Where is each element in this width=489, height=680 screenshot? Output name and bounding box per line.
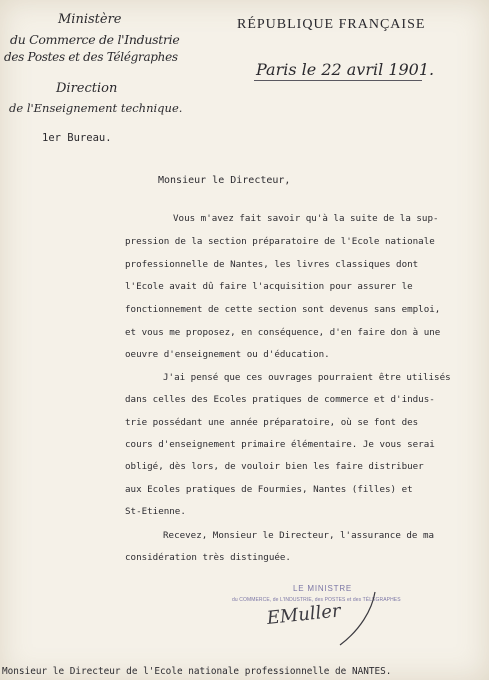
salutation: Monsieur le Directeur, <box>158 175 291 186</box>
ministry-stamp-subtitle: du COMMERCE, de L'INDUSTRIE, des POSTES et des TÉLÉGRAPHES <box>232 597 401 603</box>
signature: EMuller <box>265 600 342 629</box>
body-line: et vous me proposez, en conséquence, d'en faire don à une <box>125 327 441 338</box>
body-line: pression de la section préparatoire de l'Ecole nationale <box>125 236 435 247</box>
date-underline <box>254 80 422 81</box>
signature-flourish <box>330 590 390 650</box>
body-line: Recevez, Monsieur le Directeur, l'assurance de ma <box>163 530 435 541</box>
letterhead-commerce: du Commerce de l'Industrie <box>10 32 180 47</box>
ministry-stamp-title: LE MINISTRE <box>293 584 353 593</box>
body-line: St-Etienne. <box>125 506 186 517</box>
letterhead-ministere: Ministère <box>58 12 122 27</box>
body-line: l'Ecole avait dû faire l'acquisition pour assurer le <box>125 281 413 292</box>
body-line: cours d'enseignement primaire élémentaire. Je vous serai <box>125 439 435 450</box>
addressee-line: Monsieur le Directeur de l'Ecole nationale professionnelle de NANTES. <box>2 666 392 677</box>
letterhead-direction: Direction <box>56 81 118 96</box>
letterhead-enseignement: de l'Enseignement technique. <box>9 101 183 115</box>
body-line: fonctionnement de cette section sont devenus sans emploi, <box>125 304 441 315</box>
body-line: obligé, dès lors, de vouloir bien les faire distribuer <box>125 461 424 472</box>
body-line: oeuvre d'enseignement ou d'éducation. <box>125 349 330 360</box>
letterhead-bureau: 1er Bureau. <box>42 132 112 144</box>
body-line: aux Ecoles pratiques de Fourmies, Nantes (filles) et <box>125 484 413 495</box>
body-line: J'ai pensé que ces ouvrages pourraient être utilisés <box>163 372 451 383</box>
date-line: Paris le 22 avril 1901. <box>256 60 435 79</box>
body-line: Vous m'avez fait savoir qu'à la suite de la sup- <box>173 213 439 224</box>
body-line: dans celles des Ecoles pratiques de commerce et d'indus- <box>125 394 435 405</box>
body-line: professionnelle de Nantes, les livres classiques dont <box>125 259 419 270</box>
body-line: considération très distinguée. <box>125 552 291 563</box>
body-line: trie possédant une année préparatoire, où se font des <box>125 417 419 428</box>
republique-heading: RÉPUBLIQUE FRANÇAISE <box>237 17 426 32</box>
letterhead-postes: des Postes et des Télégraphes <box>4 50 178 64</box>
